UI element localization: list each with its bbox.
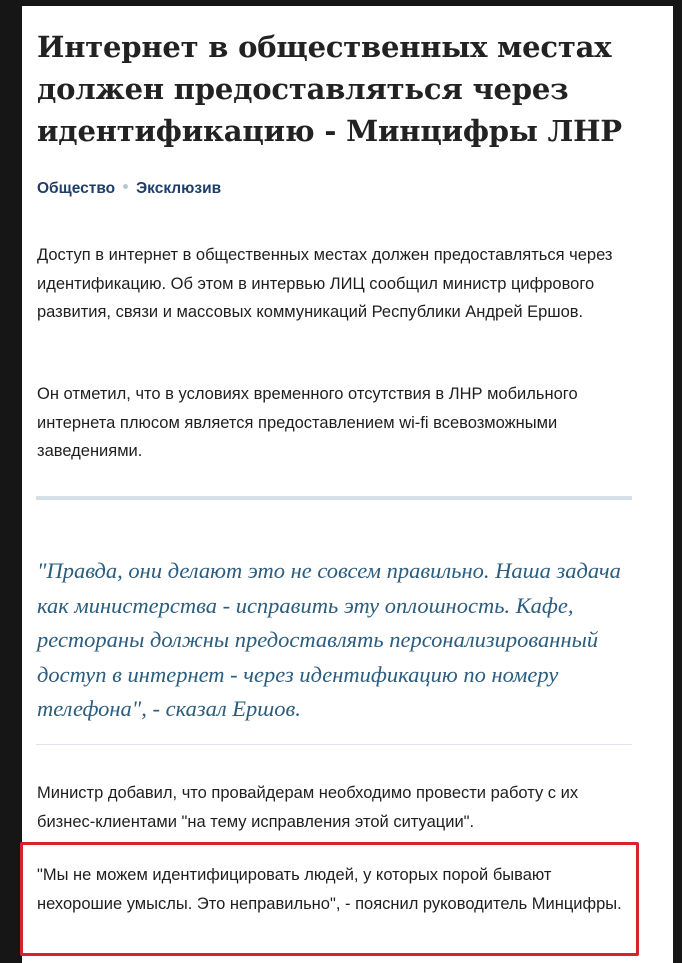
highlighted-paragraph: "Мы не можем идентифицировать людей, у которых порой бывают нехорошие умыслы. Это неправильно", - пояснил руководитель Минцифры. xyxy=(37,866,622,913)
article-paragraph-1: Доступ в интернет в общественных местах должен предоставляться через идентификацию. Об этом в интервью ЛИЦ сообщил министр цифрового развития, связи и массовых коммуникаций Республики Андрей Ершов. xyxy=(37,246,613,321)
article-paragraph-2: Он отметил, что в условиях временного отсутствия в ЛНР мобильного интернета плюсом является предоставлением wi-fi всевозможными заведениями. xyxy=(37,385,578,460)
frame-left xyxy=(0,0,22,963)
tag-exclusive-link[interactable]: Эксклюзив xyxy=(136,180,222,197)
tag-separator-dot xyxy=(123,184,128,189)
quote-divider-bottom xyxy=(36,744,632,745)
article-tags xyxy=(37,180,221,198)
article-quote: "Правда, они делают это не совсем правильно. Наша задача как министерства - исправить эту оплошность. Кафе, рестораны должны предоставлять персонализированный доступ в интернет - через идентификацию по номеру телефона", - сказал Ершов. xyxy=(37,558,621,721)
tag-society-link[interactable]: Общество xyxy=(37,180,116,197)
article-paragraph-3: Министр добавил, что провайдерам необходимо провести работу с их бизнес-клиентами "на тему исправления этой ситуации". xyxy=(37,784,579,831)
article-page xyxy=(22,6,673,963)
quote-divider-top xyxy=(36,496,632,500)
article-title: Интернет в общественных местах должен предоставляться через идентификацию - Минцифры ЛНР xyxy=(37,30,622,148)
frame-right xyxy=(673,0,682,963)
